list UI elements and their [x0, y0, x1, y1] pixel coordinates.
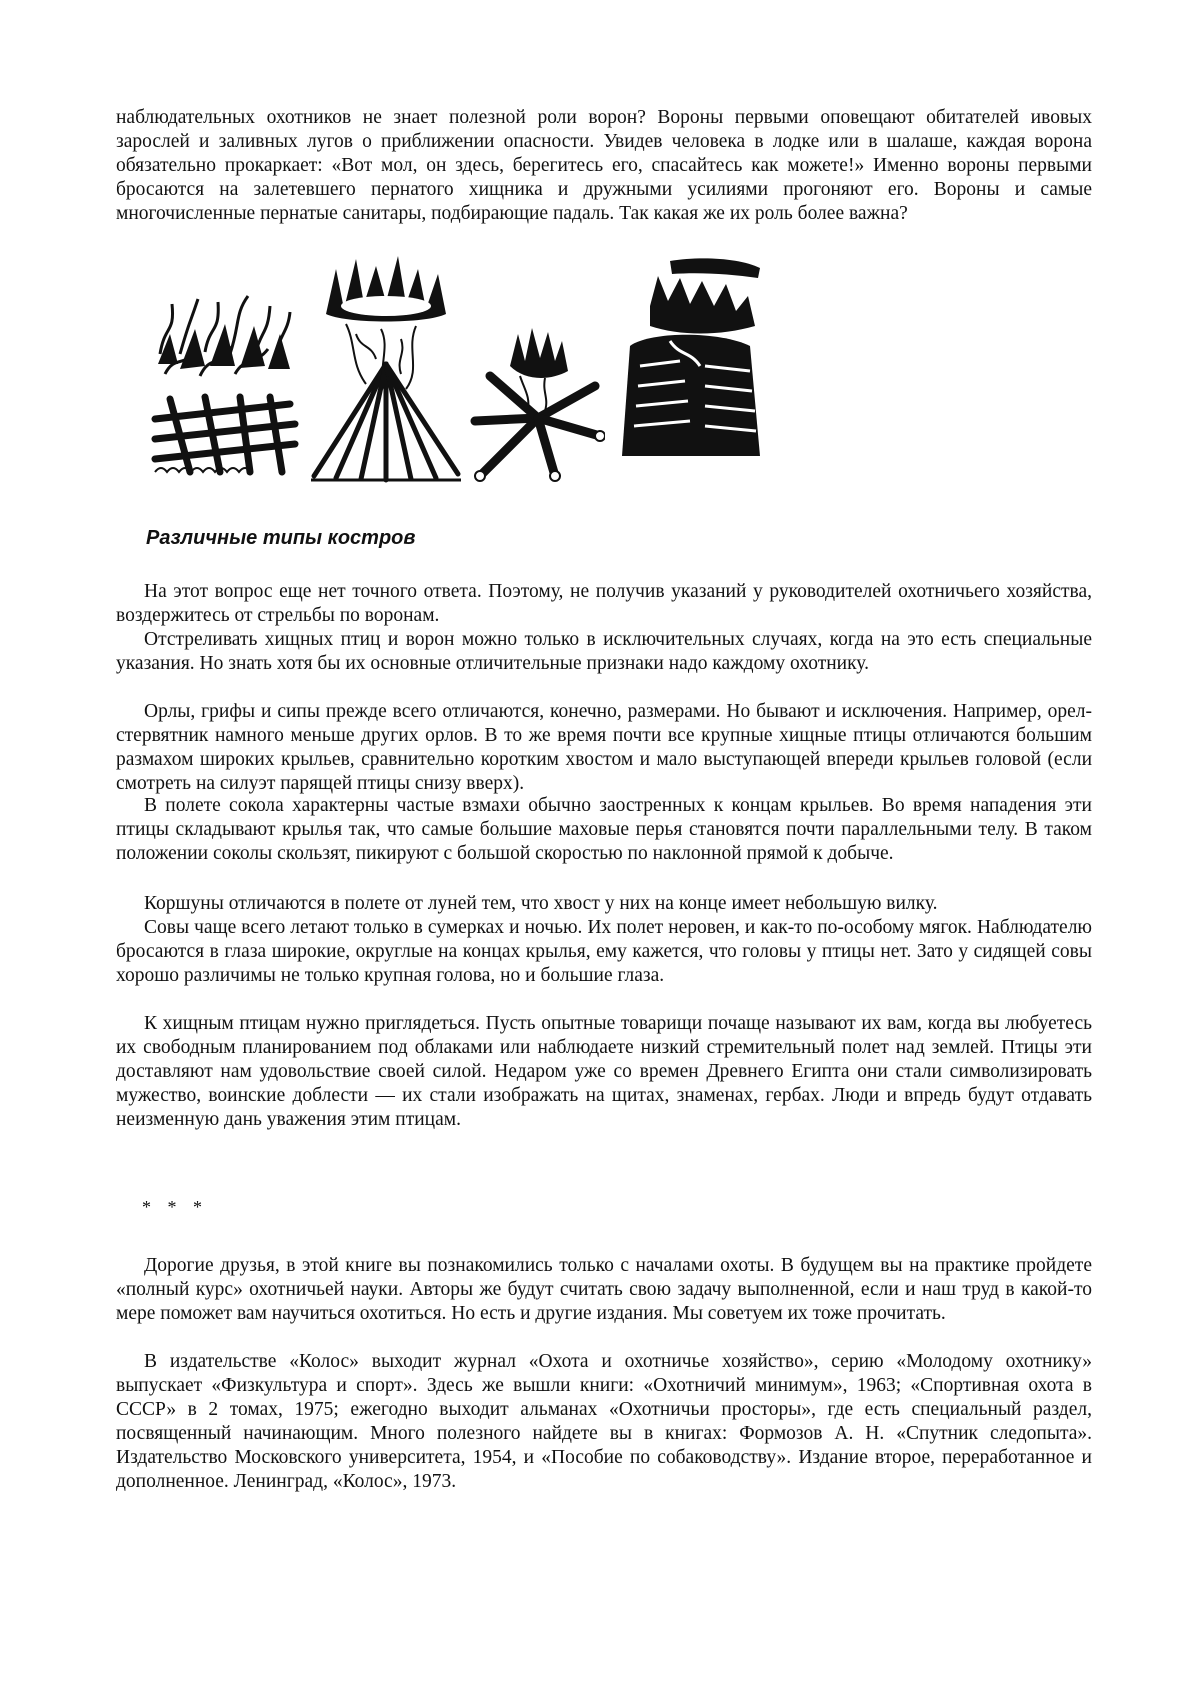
fire-stacked-logs: [610, 256, 770, 466]
paragraph-shooting-rules: Отстреливать хищных птиц и ворон можно только в исключительных случаях, когда на это есть специальные указания. Но знать хотя бы их основные отличительные признаки надо каждому охотнику.: [116, 629, 1092, 674]
paragraph-no-answer: На этот вопрос еще нет точного ответа. Поэтому, не получив указаний у руководителей охотничьего хозяйства, воздержитесь от стрельбы по воронам.: [116, 581, 1092, 626]
paragraph-kites: Коршуны отличаются в полете от луней тем, что хвост у них на конце имеет небольшую вилку.: [144, 893, 938, 914]
fire-star: [470, 326, 605, 486]
paragraph-eagles: Орлы, грифы и сипы прежде всего отличаются, конечно, размерами. Но бывают и исключения. Например, орел-стервятник намного меньше других орлов. В то же время почти все крупные хищные птицы отличаются большим размахом широких крыльев, сравнительно коротким хвостом и мало выступающей впереди крыльев головой (если смотреть на силуэт парящей птицы снизу вверх).: [116, 701, 1092, 794]
figure-caption: Различные типы костров: [146, 527, 416, 549]
paragraph-raptors: К хищным птицам нужно приглядеться. Пусть опытные товарищи почаще называют их вам, когда вы любуетесь их свободным планированием под облаками или наблюдаете низкий стремительный полет над землей. Птицы эти доставляют нам удовольствие своей силой. Недаром уже со времен Древнего Египта они стали символизировать мужество, воинские доблести — их стали изображать на щитах, знаменах, гербах. Люди и впредь будут отдавать неизменную дань уважения этим птицам.: [116, 1013, 1092, 1130]
fire-lattice: [150, 294, 300, 479]
paragraph-publications: В издательстве «Колос» выходит журнал «Охота и охотничье хозяйство», серию «Молодому охотнику» выпускает «Физкультура и спорт». Здесь же вышли книги: «Охотничий минимум», 1963; «Спортивная охота в СССР» в 2 томах, 1975; ежегодно выходит альманах «Охотничьи просторы», где есть специальный раздел, посвященный начинающим. Много полезного найдете вы в книгах: Формозов А. Н. «Спутник следопыта». Издательство Московского университета, 1954, и «Пособие по собаководству». Издание второе, переработанное и дополненное. Ленинград, «Колос», 1973.: [116, 1351, 1092, 1492]
paragraph-crows-role: наблюдательных охотников не знает полезной роли ворон? Вороны первыми оповещают обитателей ивовых зарослей и заливных лугов о приближении опасности. Увидев человека в лодке или в шалаше, каждая ворона обязательно прокаркает: «Вот мол, он здесь, берегитесь его, спасайтесь как можете!» Именно вороны первыми бросаются на залетевшего пернатого хищника и дружными усилиями прогоняют его. Вороны и самые многочисленные пернатые санитары, подбирающие падаль. Так какая же их роль более важна?: [116, 107, 1092, 224]
paragraph-dear-friends: Дорогие друзья, в этой книге вы познакомились только с началами охоты. В будущем вы на практике пройдете «полный курс» охотничьей науки. Авторы же будут считать свою задачу выполненной, если и наш труд в какой-то мере поможет вам научиться охотиться. Но есть и другие издания. Мы советуем их тоже прочитать.: [116, 1255, 1092, 1324]
fire-teepee: [306, 254, 466, 484]
section-separator: * * *: [142, 1197, 208, 1217]
paragraph-falcons: В полете сокола характерны частые взмахи обычно заостренных к концам крыльев. Во время нападения эти птицы складывают крылья так, что самые большие маховые перья становятся почти параллельными телу. В таком положении соколы скользят, пикируют с большой скоростью по наклонной прямой к добыче.: [116, 795, 1092, 864]
paragraph-owls: Совы чаще всего летают только в сумерках и ночью. Их полет неровен, и как-то по-особому мягок. Наблюдателю бросаются в глаза широкие, округлые на концах крылья, ему кажется, что головы у птицы нет. Зато у сидящей совы хорошо различимы не только крупная голова, но и большие глаза.: [116, 917, 1092, 986]
